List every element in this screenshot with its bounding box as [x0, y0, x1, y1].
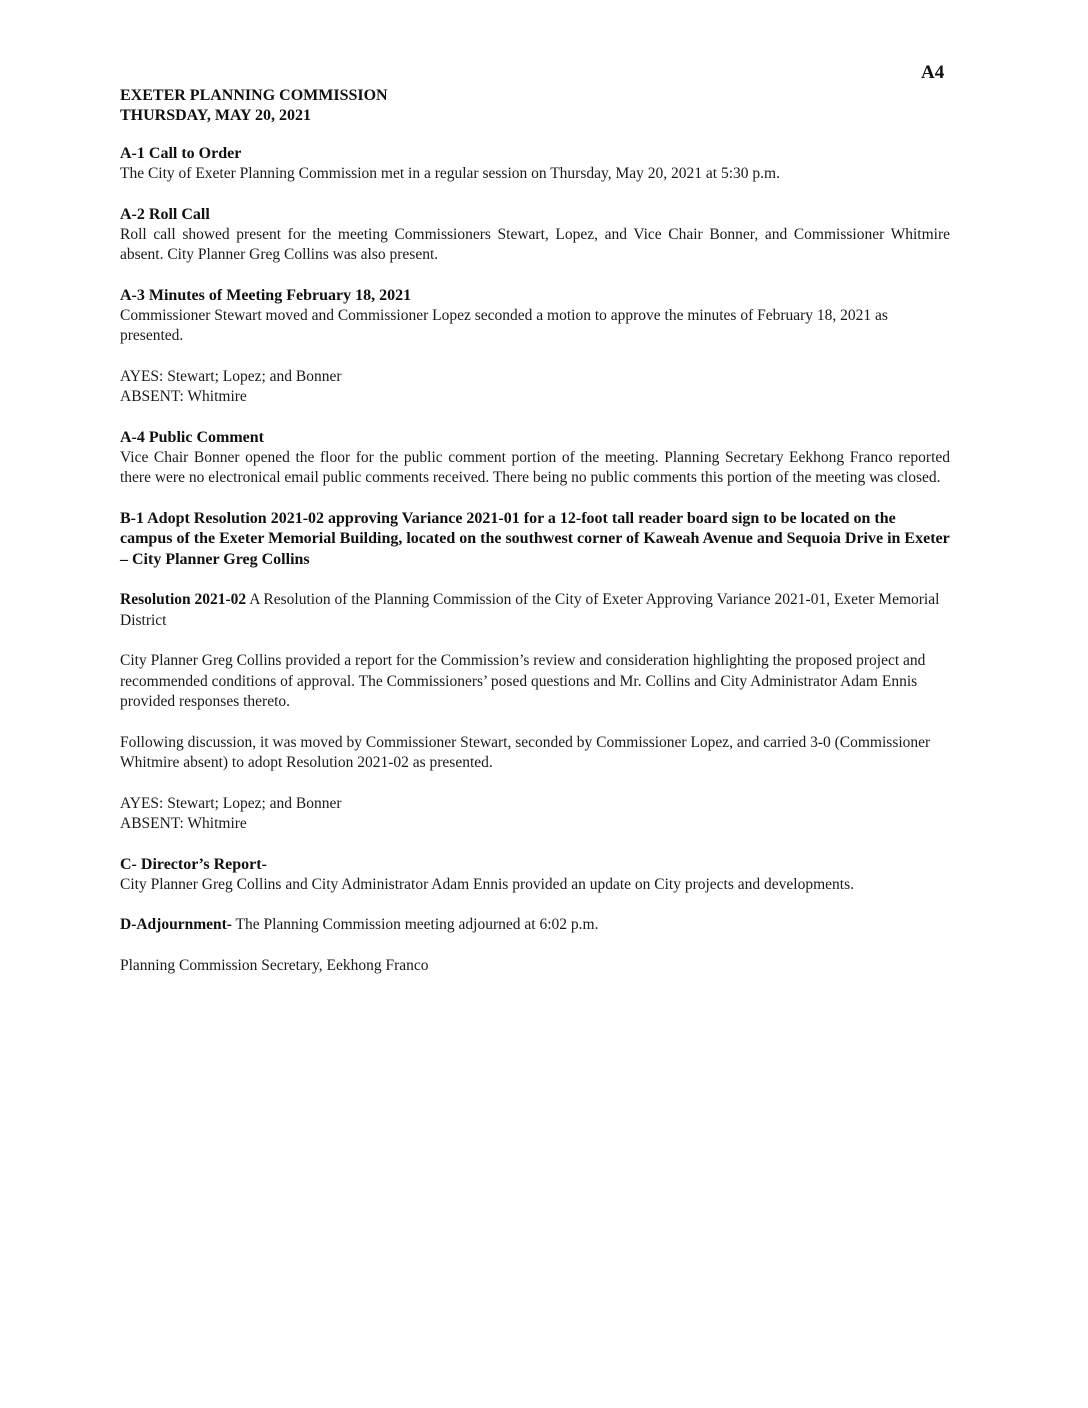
- vote-record-a3: [120, 367, 950, 408]
- section-c-directors-report: [120, 855, 950, 896]
- section-b1-heading: [120, 509, 950, 571]
- section-body: Following discussion, it was moved by Commissioner Stewart, seconded by Commissioner Lopez, and carried 3-0 (Commissioner Whitmire absent) to adopt Resolution 2021-02 as presented.: [120, 733, 931, 771]
- section-body: Vice Chair Bonner opened the floor for the public comment portion of the meeting. Planning Secretary Eekhong Franco reported there were no electronical email public comments received. There being no public comments this portion of the meeting was closed.: [120, 448, 950, 486]
- resolution-label: Resolution 2021-02: [120, 591, 247, 608]
- section-body: City Planner Greg Collins provided a report for the Commission’s review and consideration highlighting the proposed project and recommended conditions of approval. The Commissioners’ posed questions and Mr. Collins and City Administrator Adam Ennis provided responses thereto.: [120, 652, 926, 710]
- section-heading: A-2 Roll Call: [120, 205, 210, 223]
- absent-line: ABSENT: Whitmire: [120, 815, 247, 832]
- section-body: The City of Exeter Planning Commission met in a regular session on Thursday, May 20, 2021 at 5:30 p.m.: [120, 165, 780, 182]
- section-d-adjournment: [120, 915, 950, 936]
- section-heading: A-1 Call to Order: [120, 145, 242, 162]
- section-body: Commissioner Stewart moved and Commissioner Lopez seconded a motion to approve the minutes of February 18, 2021 as presented.: [120, 306, 888, 344]
- adjournment-line: [120, 915, 950, 936]
- vote-record-b1: [120, 794, 950, 835]
- section-heading: A-4 Public Comment: [120, 428, 264, 446]
- document-header: [120, 86, 950, 126]
- ayes-line: AYES: Stewart; Lopez; and Bonner: [120, 367, 342, 385]
- section-b1-motion: [120, 733, 950, 774]
- section-a2-roll-call: [120, 205, 950, 266]
- ayes-line: AYES: Stewart; Lopez; and Bonner: [120, 794, 342, 812]
- commission-title: EXETER PLANNING COMMISSION: [120, 87, 388, 104]
- section-heading: B-1 Adopt Resolution 2021-02 approving Variance 2021-01 for a 12-foot tall reader board sign to be located on the campus of the Exeter Memorial Building, located on the southwest corner of Kaweah Avenue and Sequoia Drive in Exeter – City Planner Greg Collins: [120, 509, 950, 568]
- section-heading: A-3 Minutes of Meeting February 18, 2021: [120, 286, 412, 304]
- section-heading: D-Adjournment-: [120, 916, 232, 933]
- section-b1-report: [120, 651, 950, 713]
- section-body: City Planner Greg Collins and City Administrator Adam Ennis provided an update on City projects and developments.: [120, 875, 854, 893]
- section-body: The Planning Commission meeting adjourned at 6:02 p.m.: [231, 916, 599, 933]
- meeting-date: THURSDAY, MAY 20, 2021: [120, 107, 311, 124]
- section-body: Roll call showed present for the meeting Commissioners Stewart, Lopez, and Vice Chair Bonner, and Commissioner Whitmire absent. City Planner Greg Collins was also present.: [120, 225, 950, 263]
- resolution-text: A Resolution of the Planning Commission of the City of Exeter Approving Variance 2021-01, Exeter Memorial District: [120, 591, 940, 629]
- section-a3-minutes: [120, 286, 950, 347]
- page-label: A4: [921, 62, 945, 83]
- section-b1-resolution: [120, 590, 950, 631]
- minutes-document: [120, 86, 950, 996]
- signature-block: [120, 956, 950, 977]
- section-a1-call-to-order: [120, 144, 950, 185]
- absent-line: ABSENT: Whitmire: [120, 388, 247, 405]
- secretary-signature: Planning Commission Secretary, Eekhong Franco: [120, 956, 429, 974]
- section-heading: C- Director’s Report-: [120, 855, 267, 873]
- section-a4-public-comment: [120, 428, 950, 489]
- resolution-description: [120, 590, 950, 631]
